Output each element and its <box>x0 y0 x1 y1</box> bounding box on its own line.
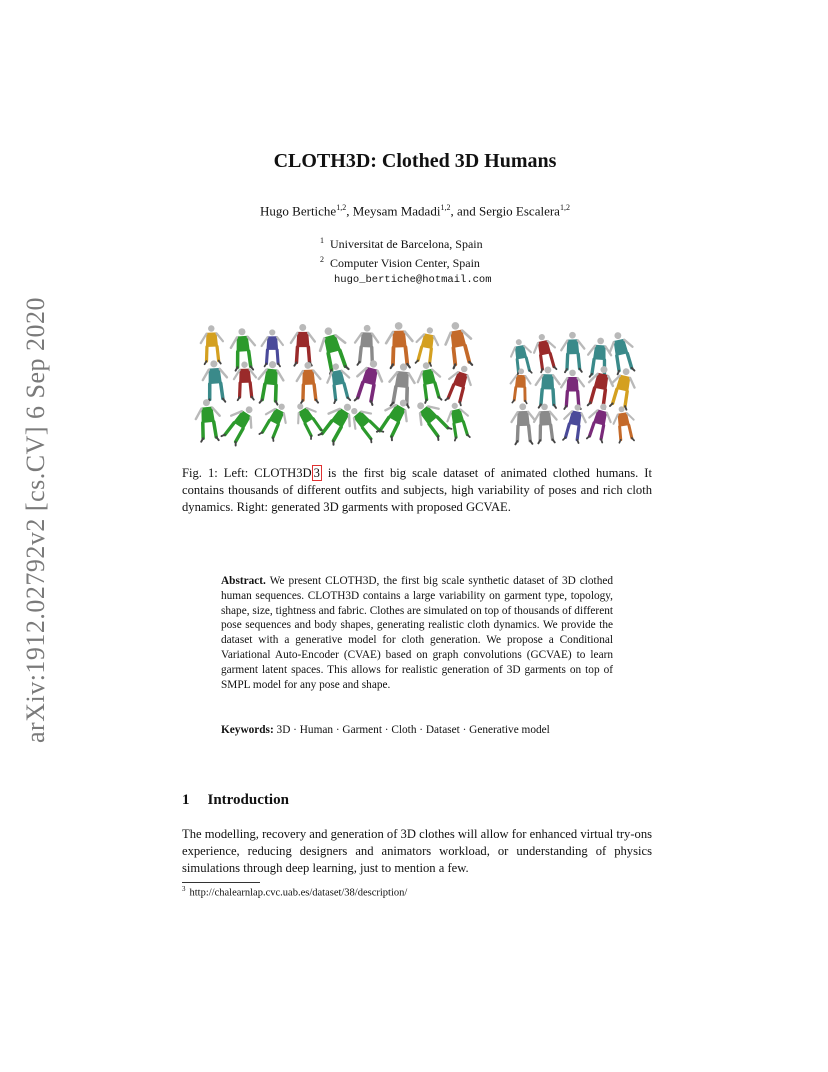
generated-garment-figure <box>587 337 613 378</box>
keywords-text: 3D · Human · Garment · Cloth · Dataset · Generative model <box>276 724 550 736</box>
author-name: Hugo Bertiche <box>260 203 337 219</box>
affiliation-mark: 1 <box>320 236 324 245</box>
affiliation-text: Computer Vision Center, Spain <box>330 256 480 270</box>
human-figure <box>296 362 321 404</box>
generated-garment-figure <box>584 401 615 443</box>
human-figure <box>409 396 454 443</box>
generated-garment-figure <box>606 330 638 375</box>
human-figure <box>257 399 293 442</box>
human-figure <box>219 400 261 447</box>
human-figure <box>413 325 441 366</box>
generated-garment-figure <box>531 332 560 373</box>
human-figure <box>414 360 444 403</box>
generated-garment-figure <box>611 405 637 443</box>
footnote <box>182 885 407 899</box>
human-figure <box>354 324 379 365</box>
section-heading <box>182 792 289 809</box>
caption-prefix: Fig. 1: Left: CLOTH3D <box>182 466 312 480</box>
abstract <box>221 574 613 692</box>
author-affiliation-mark: 1,2 <box>336 203 347 212</box>
generated-garment-figure <box>561 370 584 409</box>
arxiv-id: arXiv:1912.02792v2 [cs.CV] 6 Sep 2020 <box>21 296 50 744</box>
section-number: 1 <box>182 792 190 808</box>
caption-text: is the first big scale dataset of animated clothed humans. It contains thousands of different outfits and subjects, high variability of poses and rich cloth dynamics. Right: generated 3D garments with proposed GCVAE. <box>182 466 652 514</box>
human-figure <box>291 324 315 366</box>
human-figure <box>200 325 224 364</box>
intro-paragraph: The modelling, recovery and generation of 3D clothes will allow for enhanced virtual try-ons experience, reducing designers and animators workload, or understanding of physics simulations through deep learning, just to mention a few. <box>182 827 653 875</box>
human-figure <box>444 400 473 441</box>
paper-title: CLOTH3D: Clothed 3D Humans <box>273 150 557 172</box>
human-figure <box>262 329 283 366</box>
human-figure <box>442 322 476 369</box>
author-name: Sergio Escalera <box>478 203 560 219</box>
footnote-reference-link[interactable]: 3 <box>313 466 320 480</box>
affiliation-mark: 2 <box>320 255 324 264</box>
human-figure <box>194 398 222 442</box>
footnote-mark: 3 <box>182 885 186 893</box>
generated-garment-figure <box>511 403 536 444</box>
footnote-rule <box>182 882 260 883</box>
abstract-label: Abstract. <box>221 575 266 587</box>
section-title: Introduction <box>207 792 289 808</box>
human-figure <box>385 322 413 368</box>
human-figure <box>202 360 229 404</box>
arxiv-watermark <box>12 290 60 750</box>
affiliations <box>320 233 492 288</box>
human-figure <box>442 362 475 406</box>
author-list: Hugo Bertiche$^{1,2}$, Meysam Madadi$^{1,2}$, and Sergio Escalera$^{1,2}$ <box>260 203 570 219</box>
affiliation-line <box>320 252 492 271</box>
generated-garment-figure <box>510 368 532 404</box>
author-name: Meysam Madadi <box>352 203 441 219</box>
author-affiliation-mark: 1,2 <box>559 203 570 212</box>
generated-garment-figure <box>533 403 558 444</box>
keywords-label: Keywords: <box>221 724 274 736</box>
generated-garment-figure <box>535 366 559 408</box>
human-figure <box>316 398 360 447</box>
footnote-url[interactable]: http://chalearnlap.cvc.uab.es/dataset/38/description/ <box>189 887 408 899</box>
generated-garment-figure <box>607 366 638 410</box>
teaser-figure <box>190 322 650 454</box>
figure-caption <box>182 465 652 516</box>
abstract-text: We present CLOTH3D, the first big scale synthetic dataset of 3D clothed human sequences. CLOTH3D contains a large variability on garment type, topology, shape, size, tightness and fabric. Clothes are simulated on top of thousands of different pose sequences and body shapes, generating realistic cloth dynamics. We provide the dataset with a generative model for cloth generation. We propose a Conditional Variational Auto-Encoder (CVAE) based on graph convolutions (GCVAE) to learn garment latent spaces. This allows for realistic generation of 3D garments on top of SMPL model for any pose and shape. <box>221 575 614 691</box>
keywords <box>221 724 621 736</box>
affiliation-line <box>320 233 492 252</box>
author-affiliation-mark: 1,2 <box>440 203 451 212</box>
generated-garment-figure <box>561 332 585 373</box>
email-line <box>320 271 492 288</box>
affiliation-text: Universitat de Barcelona, Spain <box>330 237 483 251</box>
author-email: hugo_bertiche@hotmail.com <box>334 274 492 286</box>
human-figure <box>324 361 353 403</box>
